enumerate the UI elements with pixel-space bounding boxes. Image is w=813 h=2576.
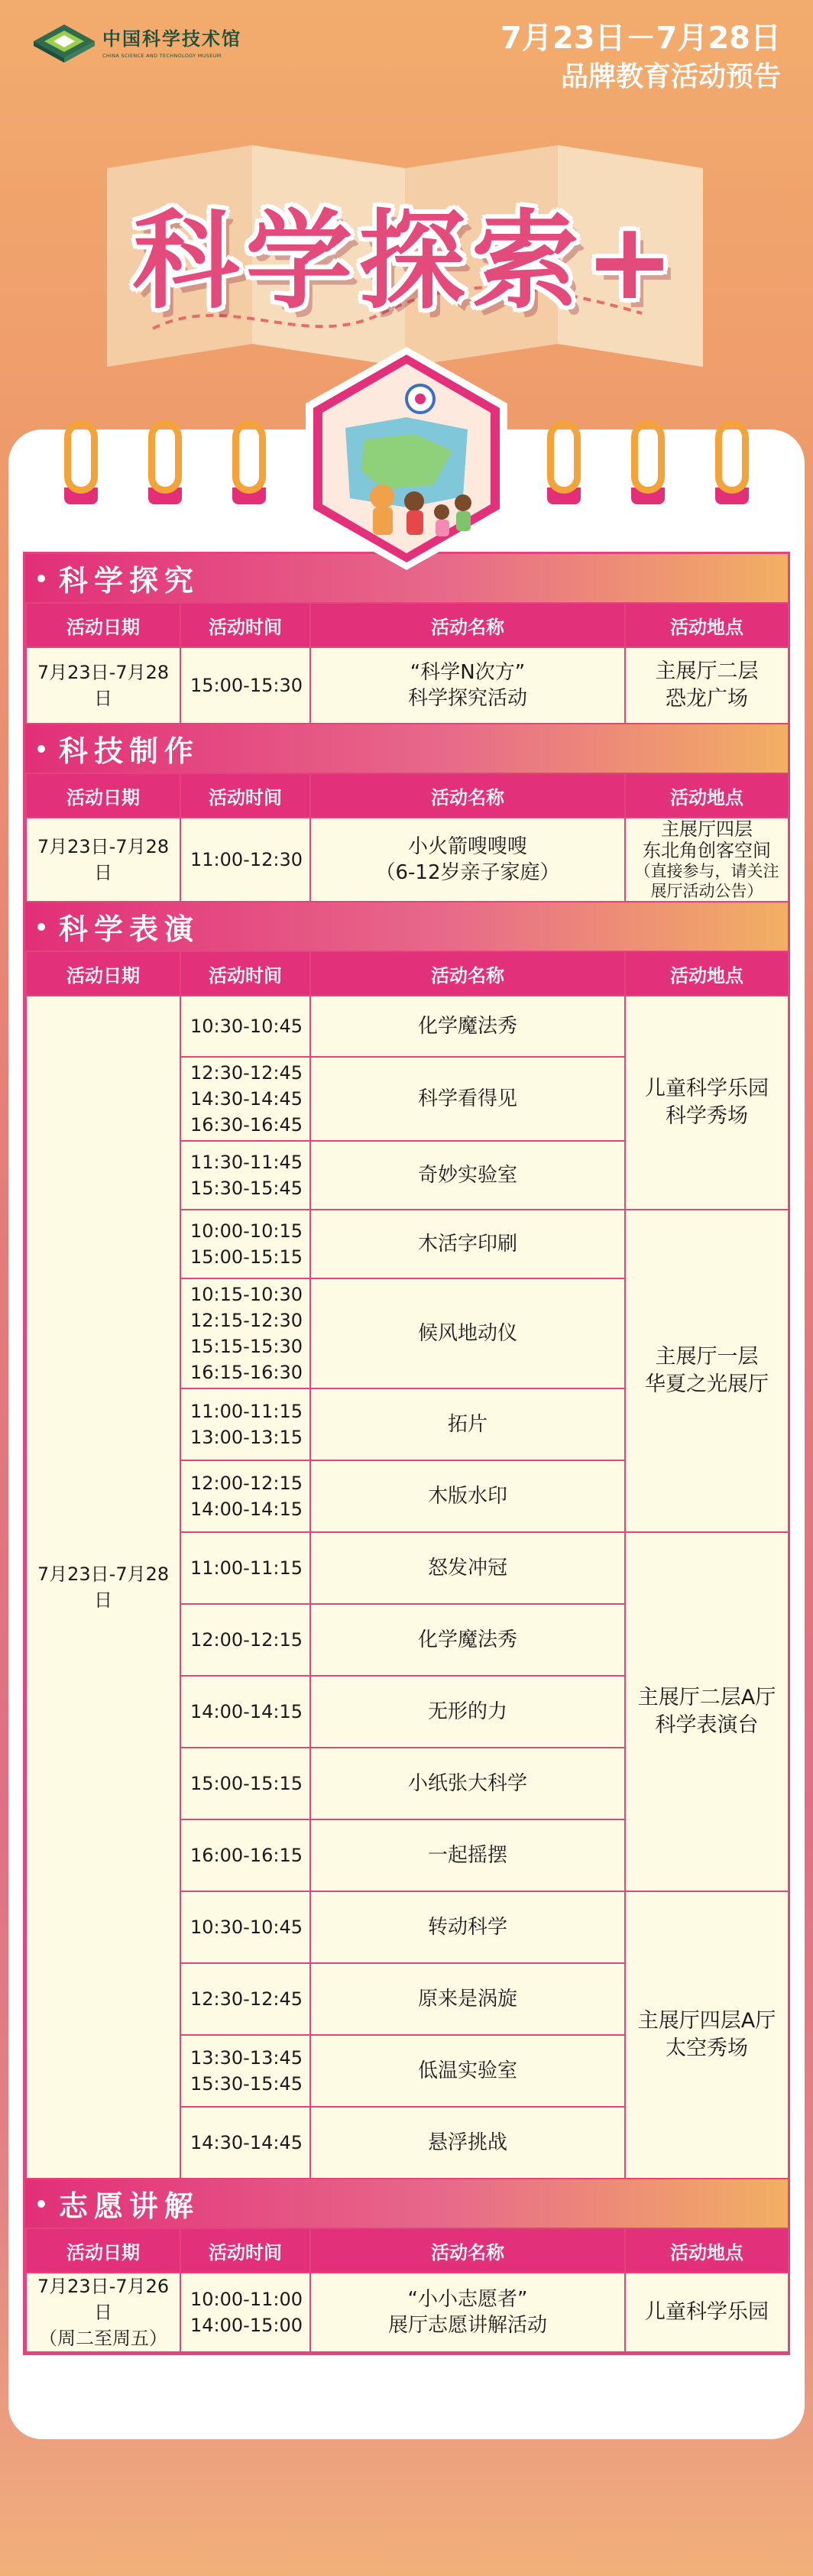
binder-ring: [148, 420, 182, 494]
activity-time: 10:00-10:15 15:00-15:15: [180, 1210, 310, 1278]
activity-name: 低温实验室: [310, 2035, 625, 2107]
activity-name: 化学魔法秀: [310, 996, 625, 1057]
activity-time: 12:00-12:15 14:00-14:15: [180, 1460, 310, 1532]
activity-time: 10:30-10:45: [180, 1891, 310, 1963]
section-header-science-show: [25, 902, 788, 951]
activity-name: 化学魔法秀: [310, 1604, 625, 1676]
activity-time: 14:00-14:15: [180, 1676, 310, 1748]
activity-location: 主展厅一层 华夏之光展厅: [625, 1210, 789, 1532]
column-header: 活动名称: [310, 773, 625, 818]
activity-name: “科学N次方” 科学探究活动: [310, 647, 625, 724]
activity-date: 7月23日-7月28日: [26, 996, 180, 2179]
activity-location: 儿童科学乐园 科学秀场: [625, 996, 789, 1210]
family-exploration-illustration: [300, 344, 513, 573]
column-header: 活动时间: [180, 603, 310, 647]
section-title: 科技制作: [59, 734, 200, 768]
binder-ring: [232, 420, 266, 494]
activity-name: 小火箭嗖嗖嗖 （6-12岁亲子家庭）: [310, 818, 625, 902]
activity-date: 7月23日-7月26日 （周二至周五）: [26, 2273, 180, 2352]
table-row: [26, 818, 789, 902]
activity-time: 10:15-10:30 12:15-12:30 15:15-15:30 16:15-16:30: [180, 1278, 310, 1388]
bullet-dot: [37, 923, 45, 931]
section-header-volunteer-guide: [25, 2179, 788, 2228]
activity-name: 转动科学: [310, 1891, 625, 1963]
column-header: 活动地点: [625, 2228, 789, 2273]
activity-date: 7月23日-7月28日: [26, 818, 180, 902]
table-row: [26, 647, 789, 724]
activity-name: 小纸张大科学: [310, 1748, 625, 1819]
activity-location: 主展厅二层A厅 科学表演台: [625, 1532, 789, 1891]
table-row: [26, 996, 789, 1057]
activity-date: 7月23日-7月28日: [26, 647, 180, 724]
activity-name: 木活字印刷: [310, 1210, 625, 1278]
header-subtitle: 品牌教育活动预告: [560, 61, 781, 92]
activity-time: 15:00-15:30: [180, 647, 310, 724]
activity-name: 拓片: [310, 1388, 625, 1460]
activity-time: 11:00-12:30: [180, 818, 310, 902]
bullet-dot: [37, 745, 45, 753]
activity-time: 10:30-10:45: [180, 996, 310, 1057]
section-title: 科学表演: [59, 912, 200, 946]
column-header: 活动时间: [180, 773, 310, 818]
activity-time: 12:30-12:45 14:30-14:45 16:30-16:45: [180, 1057, 310, 1141]
column-header: 活动地点: [625, 951, 789, 996]
logo-english-name: CHINA SCIENCE AND TECHNOLOGY MUSEUM: [102, 53, 222, 59]
activity-location: 主展厅四层A厅 太空秀场: [625, 1891, 789, 2179]
museum-logo-icon: [34, 20, 95, 63]
bullet-dot: [37, 575, 45, 582]
activity-name: 奇妙实验室: [310, 1141, 625, 1210]
column-header: 活动时间: [180, 951, 310, 996]
binder-ring: [547, 420, 581, 494]
main-title: 科学探索+: [132, 199, 681, 324]
column-header: 活动日期: [26, 603, 180, 647]
schedule-table-science-show: [25, 951, 789, 2179]
section-header-tech-making: [25, 724, 788, 773]
activity-time: 16:00-16:15: [180, 1819, 310, 1891]
schedule-table-tech-making: [25, 773, 789, 902]
activity-time: 13:30-13:45 15:30-15:45: [180, 2035, 310, 2107]
activity-location: 儿童科学乐园: [625, 2273, 789, 2352]
binder-ring: [631, 420, 665, 494]
activity-time: 15:00-15:15: [180, 1748, 310, 1819]
section-title: 科学探究: [59, 564, 200, 598]
date-range: 7月23日－7月28日: [500, 21, 781, 56]
column-header: 活动时间: [180, 2228, 310, 2273]
column-header: 活动日期: [26, 2228, 180, 2273]
activity-name: 候风地动仪: [310, 1278, 625, 1388]
column-header: 活动名称: [310, 951, 625, 996]
column-header: 活动地点: [625, 773, 789, 818]
activity-name: 科学看得见: [310, 1057, 625, 1141]
activity-name: 无形的力: [310, 1676, 625, 1748]
activity-time: 11:00-11:15 13:00-13:15: [180, 1388, 310, 1460]
activity-time: 11:30-11:45 15:30-15:45: [180, 1141, 310, 1210]
activity-time: 12:00-12:15: [180, 1604, 310, 1676]
binder-ring: [64, 420, 98, 494]
activity-name: 怒发冲冠: [310, 1532, 625, 1604]
activity-name: 悬浮挑战: [310, 2107, 625, 2179]
activity-name: 木版水印: [310, 1460, 625, 1532]
activity-name: “小小志愿者” 展厅志愿讲解活动: [310, 2273, 625, 2352]
column-header: 活动地点: [625, 603, 789, 647]
table-row: [26, 2273, 789, 2352]
schedule-sections: [23, 552, 790, 2355]
activity-location: 主展厅四层 东北角创客空间 （直接参与，请关注 展厅活动公告）: [625, 818, 789, 902]
schedule-table-science-inquiry: [25, 602, 789, 724]
column-header: 活动名称: [310, 603, 625, 647]
activity-time: 10:00-11:00 14:00-15:00: [180, 2273, 310, 2352]
activity-location: 主展厅二层 恐龙广场: [625, 647, 789, 724]
activity-name: 原来是涡旋: [310, 1963, 625, 2035]
column-header: 活动日期: [26, 773, 180, 818]
activity-name: 一起摇摆: [310, 1819, 625, 1891]
activity-time: 14:30-14:45: [180, 2107, 310, 2179]
header-block: [500, 18, 781, 96]
activity-time: 12:30-12:45: [180, 1963, 310, 2035]
museum-logo: [34, 20, 241, 63]
schedule-table-volunteer-guide: [25, 2228, 789, 2353]
column-header: 活动日期: [26, 951, 180, 996]
logo-chinese-name: 中国科学技术馆: [102, 28, 241, 50]
section-title: 志愿讲解: [59, 2189, 200, 2223]
bullet-dot: [37, 2200, 45, 2208]
binder-ring: [715, 420, 749, 494]
column-header: 活动名称: [310, 2228, 625, 2273]
activity-time: 11:00-11:15: [180, 1532, 310, 1604]
